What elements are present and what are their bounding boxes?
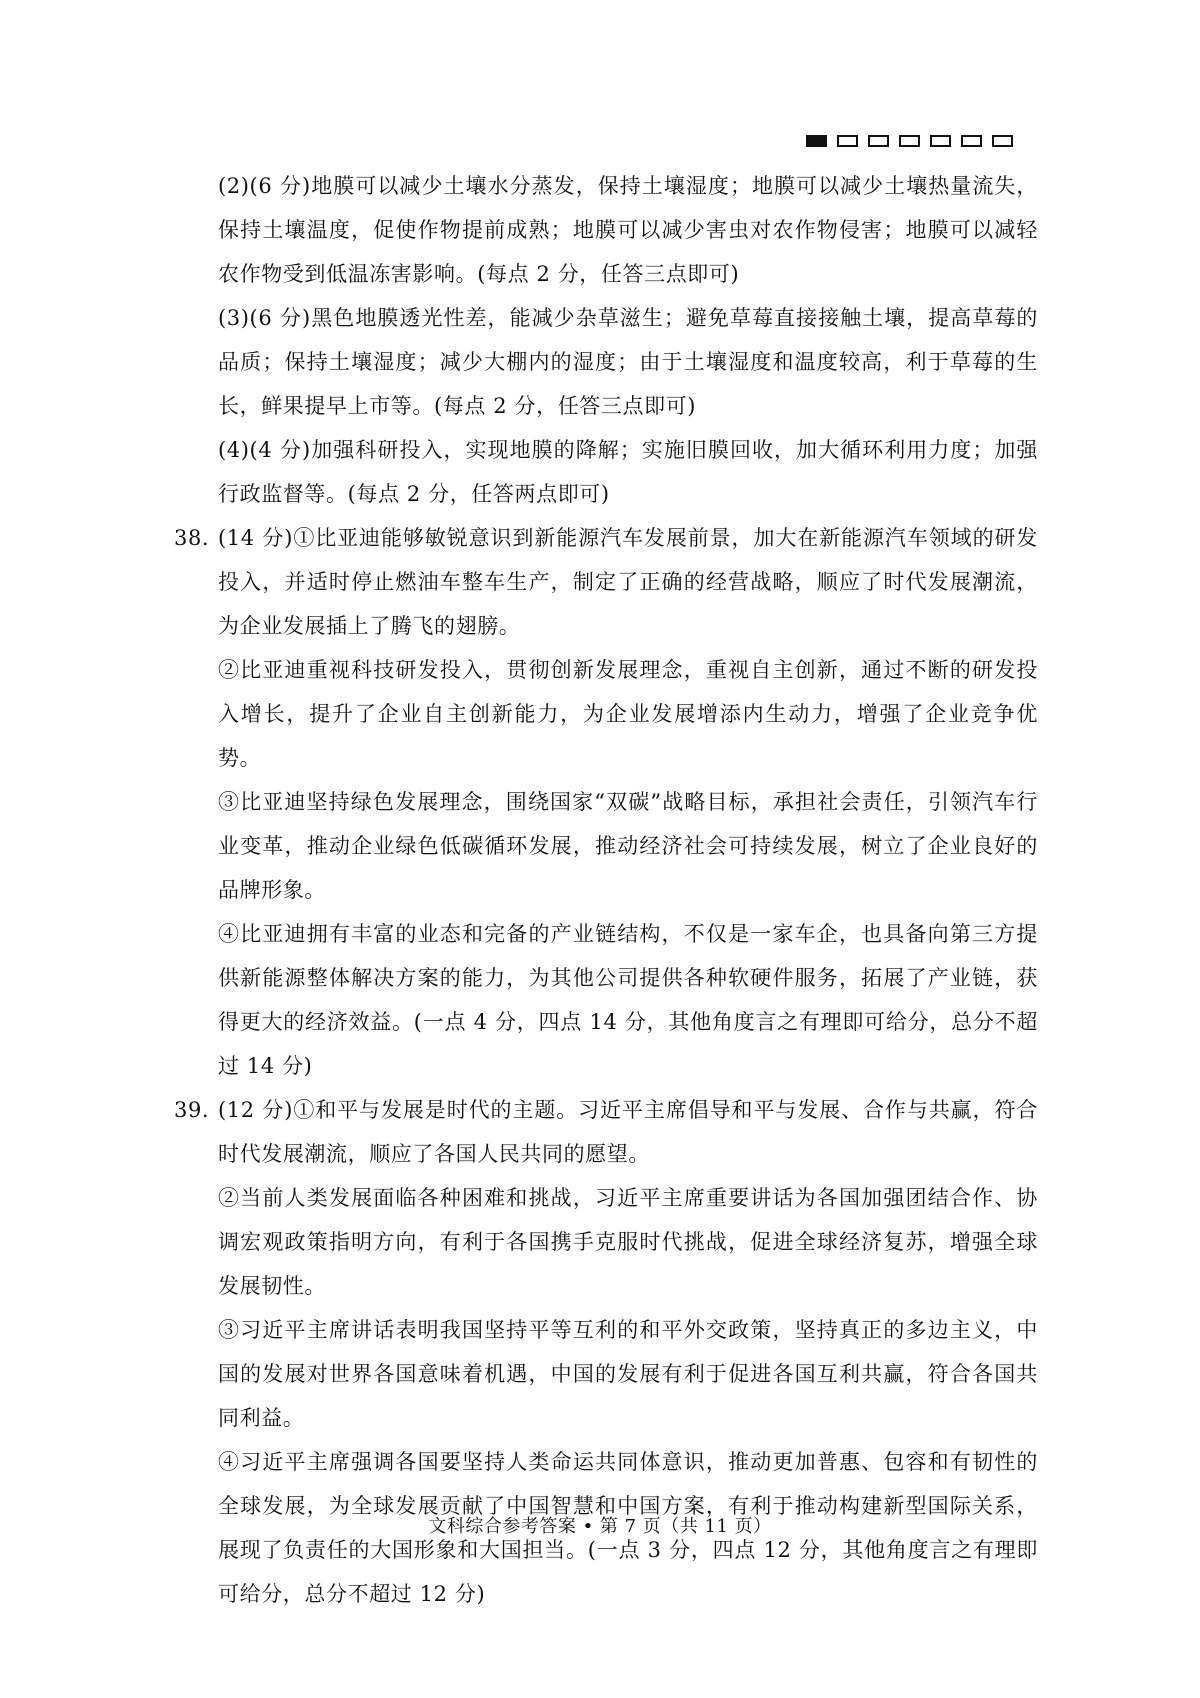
- page-marker-box: [930, 135, 951, 147]
- answer-39-point-4: ④习近平主席强调各国要坚持人类命运共同体意识，推动更加普惠、包容和有韧性的全球发展，为全球发展贡献了中国智慧和中国方案，有利于推动构建新型国际关系，展现了负责任的大国形象和大国担当。(一点 3 分，四点 12 分，其他角度言之有理即可给分，总分不超过 12 分): [218, 1450, 1038, 1606]
- answer-39-point-1: (12 分)①和平与发展是时代的主题。习近平主席倡导和平与发展、合作与共赢，符合时代发展潮流，顺应了各国人民共同的愿望。: [218, 1098, 1038, 1166]
- page-marker: [806, 135, 1013, 147]
- answer-content: [0, 164, 1200, 1616]
- answer-38-point-3: ③比亚迪坚持绿色发展理念，围绕国家“双碳”战略目标，承担社会责任，引领汽车行业变革，推动企业绿色低碳循环发展，推动经济社会可持续发展，树立了企业良好的品牌形象。: [218, 790, 1038, 902]
- answer-39-point-2: ②当前人类发展面临各种困难和挑战，习近平主席重要讲话为各国加强团结合作、协调宏观政策指明方向，有利于各国携手克服时代挑战，促进全球经济复苏，增强全球发展韧性。: [218, 1186, 1038, 1298]
- answer-text: (4)(4 分)加强科研投入，实现地膜的降解；实施旧膜回收，加大循环利用力度；加强行政监督等。(每点 2 分，任答两点即可): [218, 438, 1038, 506]
- question-number: 39.: [174, 1098, 210, 1122]
- page-marker-box: [899, 135, 920, 147]
- page-marker-box: [868, 135, 889, 147]
- answer-39-point-3: ③习近平主席讲话表明我国坚持平等互利的和平外交政策，坚持真正的多边主义，中国的发展对世界各国意味着机遇，中国的发展有利于促进各国互利共赢，符合各国共同利益。: [218, 1318, 1038, 1430]
- answer-38-point-2: ②比亚迪重视科技研发投入，贯彻创新发展理念，重视自主创新，通过不断的研发投入增长，提升了企业自主创新能力，为企业发展增添内生动力，增强了企业竞争优势。: [218, 658, 1038, 770]
- answer-38-point-1: (14 分)①比亚迪能够敏锐意识到新能源汽车发展前景，加大在新能源汽车领域的研发投入，并适时停止燃油车整车生产，制定了正确的经营战略，顺应了时代发展潮流，为企业发展插上了腾飞的翅膀。: [218, 526, 1038, 638]
- answer-38-point-4: ④比亚迪拥有丰富的业态和完备的产业链结构，不仅是一家车企，也具备向第三方提供新能源整体解决方案的能力，为其他公司提供各种软硬件服务，拓展了产业链，获得更大的经济效益。(一点 4 分，四点 14 分，其他角度言之有理即可给分，总分不超过 14 分): [218, 922, 1038, 1078]
- page-marker-box-filled: [806, 135, 827, 147]
- question-number: 38.: [174, 526, 210, 550]
- answer-38: [174, 516, 1038, 1088]
- answer-text: (2)(6 分)地膜可以减少土壤水分蒸发，保持土壤湿度；地膜可以减少土壤热量流失，保持土壤温度，促使作物提前成熟；地膜可以减少害虫对农作物侵害；地膜可以减轻农作物受到低温冻害影响。(每点 2 分，任答三点即可): [218, 174, 1038, 286]
- answer-text: (3)(6 分)黑色地膜透光性差，能减少杂草滋生；避免草莓直接接触土壤，提高草莓的品质；保持土壤湿度；减少大棚内的湿度；由于土壤湿度和温度较高，利于草莓的生长，鲜果提早上市等。(每点 2 分，任答三点即可): [218, 306, 1038, 418]
- answer-37-part-4: [218, 428, 1038, 516]
- page-footer: 文科综合参考答案 • 第 7 页（共 11 页）: [428, 1516, 772, 1537]
- page-marker-box: [961, 135, 982, 147]
- page-marker-box: [837, 135, 858, 147]
- answer-37-part-2: [218, 164, 1038, 296]
- answer-37-part-3: [218, 296, 1038, 428]
- page-marker-box: [992, 135, 1013, 147]
